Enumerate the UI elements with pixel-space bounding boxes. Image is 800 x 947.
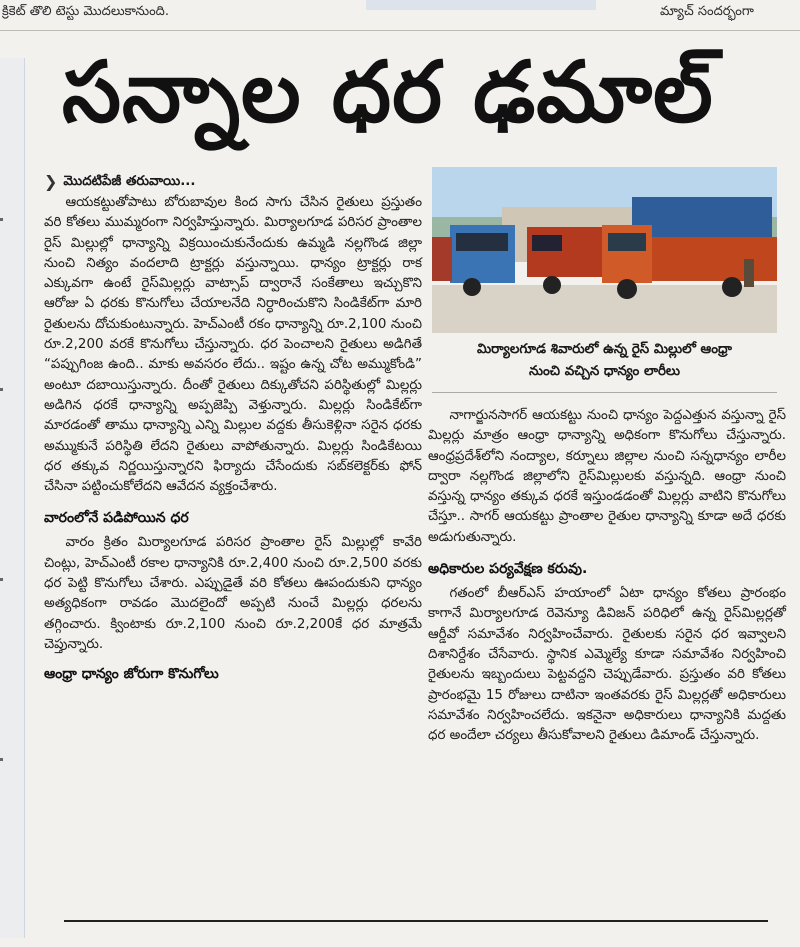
top-right-text: మ్యాచ్ సందర్భంగా: [660, 4, 754, 19]
kicker-text: మొదటిపేజీ తరువాయి...: [63, 174, 196, 189]
paragraph: నాగార్జునసాగర్ ఆయకట్టు నుంచి ధాన్యం పెద్దఎత్తున వస్తున్నా రైస్ మిల్లర్లు మాత్రం ఆంధ్రా ధాన్యాన్ని అధికంగా కొనుగోలు చేస్తున్నారు. ఆంధ్రప్రదేశ్‌లోని నంద్యాల, కర్నూలు జిల్లాల నుంచి సన్నధాన్యం లారీల ద్వారా నల్లగొండ జిల్లాలోని రైస్‌మిల్లులకు వస్తున్నది. ఆంధ్రా నుంచి వస్తున్న ధాన్యం తక్కువ ధరకే ఇస్తుండడంతో మిల్లర్లు వాటిని కొనుగోలు చేస్తూ.. సాగర్ ఆయకట్టు ప్రాంతాల రైతుల ధాన్యాన్ని కూడా అదే ధరకు అడుగుతున్నారు.: [428, 408, 786, 545]
news-photo-trucks: [432, 167, 777, 333]
top-left-text: క్రికెట్ తొలి టెస్టు మొదలుకానుంది.: [2, 4, 169, 19]
edge-mark: [0, 578, 3, 581]
edge-mark: [0, 758, 3, 761]
top-strip: [0, 0, 800, 31]
caption-line: మిర్యాలగూడ శివారులో ఉన్న రైస్ మిల్లులో ఆంధ్రా: [477, 342, 732, 357]
edge-mark: [0, 388, 3, 391]
continued-kicker: [44, 172, 422, 192]
caption-line: నుంచి వచ్చిన ధాన్యం లారీలు: [528, 364, 681, 379]
bottom-rule: [64, 920, 768, 922]
subheading: వారంలోనే పడిపోయిన ధర: [44, 510, 189, 527]
subheading: అధికారుల పర్యవేక్షణ కరువు.: [428, 561, 588, 578]
edge-mark: [0, 218, 3, 221]
paragraph: ఆయకట్టుతోపాటు బోరుబావుల కింద సాగు చేసిన రైతులు ప్రస్తుతం వరి కోతలు ముమ్మరంగా నిర్వహిస్తున్నారు. మిర్యాలగూడ పరిసర ప్రాంతాల రైస్ మిల్లుల్లో ధాన్యాన్ని విక్రయించుకునేందుకు ఉమ్మడి నల్లగొండ జిల్లా నుంచి నిత్యం వందలాది ట్రాక్టర్లు వస్తున్నాయి. ధాన్యం ట్రాక్టర్లు రాక ఎక్కువగా ఉంటే రైస్‌మిల్లర్లు వాట్సాప్ ద్వారానే సంకేతాలు ఇచ్చుకొని ఆరోజు ఏ ధరకు కొనుగోలు చేయాలనేది నిర్ధారించుకొని సిండికేట్‌గా మారి రైతులను దోచుకుంటున్నారు. హెచ్ఎంటీ రకం ధాన్యాన్ని రూ.2,100 నుంచి రూ.2,200 వరకే కొనుగోలు చేస్తున్నారు. ధర పెంచాలని రైతులు అడిగితే “పప్పుగింజ ఉంది.. మాకు అవసరం లేదు.. ఇష్టం ఉన్న చోట అమ్ముకోండి” అంటూ దబాయిస్తున్నారు. దీంతో రైతులు దిక్కుతోచని పరిస్థితుల్లో మిల్లర్లు అడిగిన ధరకే ధాన్యాన్ని అప్పజెప్పి వెళ్తున్నారు. మిల్లర్లు సిండికేట్‌గా మారడంతో తాము ధాన్యాన్ని ఎన్ని మిల్లుల వద్దకు తీసుకెళ్లినా సరైన ధరకు అమ్ముకునే పరిస్థితి లేదని రైతులు వాపోతున్నారు. మిల్లర్లు సిండికేటయి ధర తక్కువ నిర్ణయిస్తున్నారని ఫిర్యాదు చేసేందుకు సబ్‌కలెక్టర్‌కు ఫోన్ చేసినా పట్టించుకోలేదని ఆవేదన వ్యక్తంచేశారు.: [44, 195, 422, 495]
paragraph: వారం క్రితం మిర్యాలగూడ పరిసర ప్రాంతాల రైస్ మిల్లుల్లో కావేరి చింట్లు, హెచ్ఎంటీ రకాల ధాన్యానికి రూ.2,400 నుంచి రూ.2,500 వరకు ధర పెట్టి కొనుగోలు చేశారు. ఎప్పుడైతే వరి కోతలు ఊపందుకుని ధాన్యం అత్యధికంగా రావడం మొదలైందో అప్పటి నుంచే మిల్లర్లు ధరలను తగ్గించారు. క్వింటాకు రూ.2,100 నుంచి రూ.2,200కే ధర మాత్రమే చెప్తున్నారు.: [44, 535, 422, 652]
headline: సన్నాల ధర ఢమాల్: [62, 43, 714, 141]
paragraph: గతంలో బీఆర్ఎస్ హయాంలో ఏటా ధాన్యం కోతలు ప్రారంభం కాగానే మిర్యాలగూడ రెవెన్యూ డివిజన్ పరిధిలో ఉన్న రైస్‌మిల్లర్లతో ఆర్డీవో సమావేశం నిర్వహించేవారు. రైతులకు సరైన ధర ఇవ్వాలని దిశానిర్దేశం చేసేవారు. స్థానిక ఎమ్మెల్యే కూడా సమావేశం నిర్వహించి రైతులను ఇబ్బందులు పెట్టవద్దని చెప్పుడేవారు. ప్రస్తుతం వరి కోతలు ప్రారంభమై 15 రోజులు దాటినా ఇంతవరకు రైస్ మిల్లర్లతో అధికారులు సమావేశం నిర్వహించలేదు. ఇకనైనా అధికారులు ధాన్యానికి మద్దతు ధర అందేలా చర్యలు తీసుకోవాలని రైతులు డిమాండ్ చేస్తున్నారు.: [428, 586, 786, 744]
photo-caption: [432, 339, 777, 393]
left-column-edge: [0, 58, 25, 938]
subheading: ఆంధ్రా ధాన్యం జోరుగా కొనుగోలు: [44, 666, 219, 683]
top-highlight-bar: [366, 0, 596, 10]
chevron-right-icon: ❯: [44, 172, 58, 191]
article-column-right: [428, 406, 786, 746]
article-column-left: [44, 172, 422, 685]
